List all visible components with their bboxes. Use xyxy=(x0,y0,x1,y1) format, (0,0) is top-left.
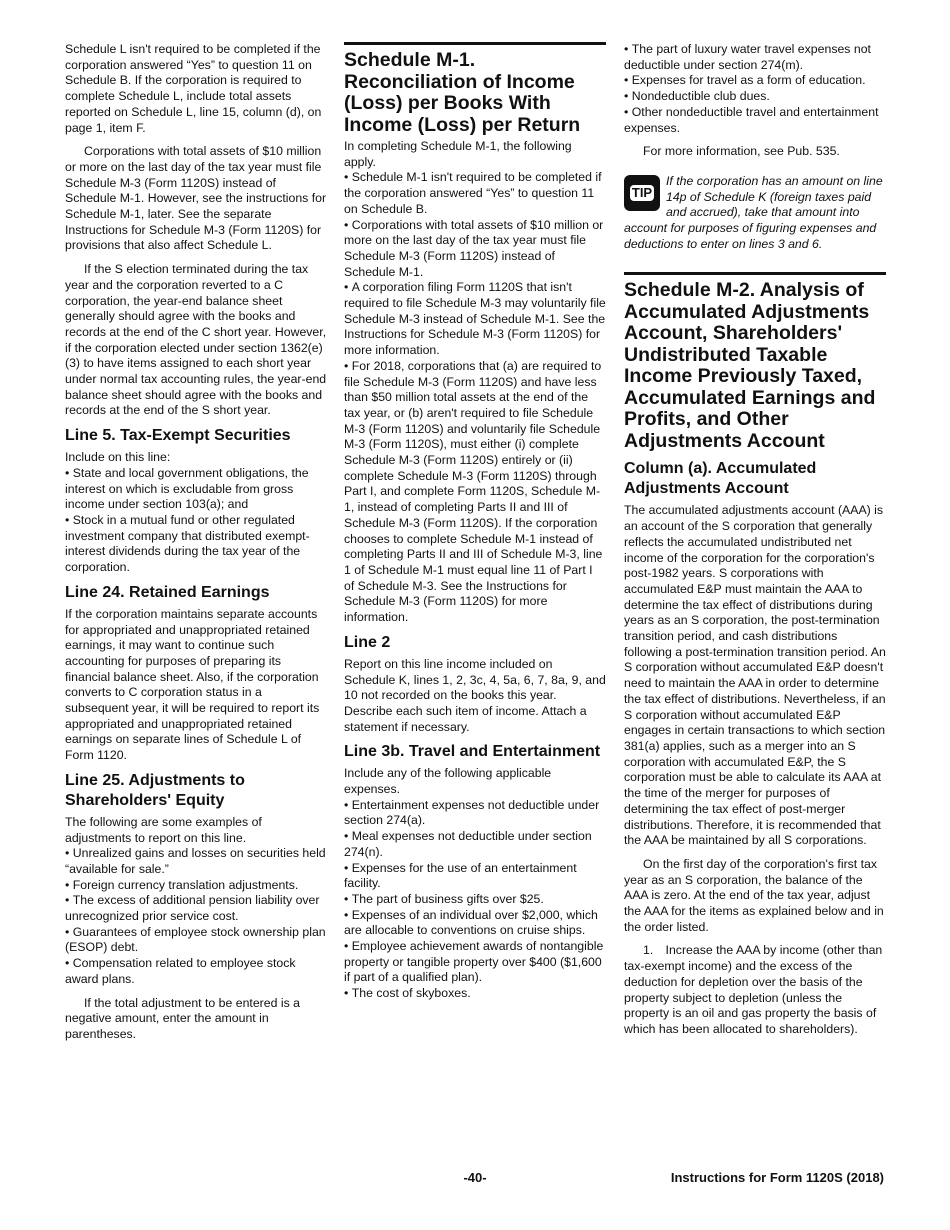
line-5-intro: Include on this line: xyxy=(65,450,171,465)
more-info-text: For more information, see Pub. 535. xyxy=(643,144,840,159)
column-a-heading: Column (a). Accumulated Adjustments Account xyxy=(624,460,817,498)
list-item: • Expenses for the use of an entertainment facility. xyxy=(344,861,606,892)
document-title: Instructions for Form 1120S (2018) xyxy=(670,1170,884,1185)
tip-label: TIP xyxy=(631,184,653,200)
aaa-step-1: 1. Increase the AAA by income (other than tax-exempt income) and the excess of the deduction for depletion over the basis of the property subject to depletion (unless the property is an oil and gas property the basis of which has been allocated to shareholders). xyxy=(624,943,883,1036)
negative-adjustment-paragraph: If the total adjustment to be entered is a negative amount, enter the amount in parentheses. xyxy=(65,995,301,1041)
schedule-m2-section xyxy=(624,272,886,452)
line-24-paragraph: If the corporation maintains separate accounts for appropriated and unappropriated retained earnings, it may want to continue such accounting for purposes of preparing its financial balance sheet. Also, if the corporation converts to C corporation status in a subsequent year, it will be required to report its appropriated and unappropriated retained earnings on separate lines of Schedule L of Form 1120. xyxy=(65,606,320,763)
list-item: • A corporation filing Form 1120S that isn't required to file Schedule M-3 may voluntarily file Schedule M-3 instead of Schedule M-1. See the Instructions for Schedule M-3 (Form 1120S) for more information. xyxy=(344,280,606,359)
line-3b-list xyxy=(344,798,606,1002)
column-1 xyxy=(65,42,327,1043)
column-2 xyxy=(344,42,606,1002)
schedule-m1-section xyxy=(344,42,606,136)
line-5-heading: Line 5. Tax-Exempt Securities xyxy=(65,427,291,445)
line-3b-heading: Line 3b. Travel and Entertainment xyxy=(344,743,601,761)
list-item: • Entertainment expenses not deductible under section 274(a). xyxy=(344,798,606,829)
list-item: • The excess of additional pension liability over unrecognized prior service cost. xyxy=(65,893,327,924)
list-item: • For 2018, corporations that (a) are required to file Schedule M-3 (Form 1120S) and have less than $50 million total assets at the end of the tax year, or (b) aren't required to file Schedule M-3 (Form 1120S) and voluntarily file Schedule M-3 (Form 1120S), must either (i) complete Schedule M-3 (Form 1120S) entirely or (ii) complete Schedule M-3 (Form 1120S) through Part I, and complete Form 1120S, Schedule M-1, instead of completing Parts II and III of Schedule M-3 (Form 1120S). If the corporation chooses to complete Schedule M-1 instead of completing Parts II and III of Schedule M-3, line 1 of Schedule M-1 must equal line 11 of Part I of Schedule M-3. See the Instructions for Schedule M-3 (Form 1120S) for more information. xyxy=(344,359,606,626)
aaa-paragraph: The accumulated adjustments account (AAA) is an account of the S corporation that generally reflects the accumulated undistributed net income of the corporation for the corporation's post-1982 years. S corporations with accumulated E&P must maintain the AAA to determine the tax effect of distributions during years as an S corporation, the post-termination transition period, and cash distributions following a post-termination transition period. An S corporation without accumulated E&P doesn't need to maintain the AAA in order to determine the tax effect of distributions. Nevertheless, if an S corporation without accumulated E&P engages in certain transactions to which section 381(a) applies, such as a merger into an S corporation with accumulated E&P, the S corporation must be able to calculate its AAA at the time of the merger for purposes of determining the tax effect of post-merger distributions. Therefore, it is recommended that the AAA be maintained by all S corporations. xyxy=(624,503,886,848)
line-25-intro: The following are some examples of adjustments to report on this line. xyxy=(65,814,262,845)
line-2-paragraph: Report on this line income included on Schedule K, lines 1, 2, 3c, 4, 5a, 6, 7, 8a, 9, and 10 not recorded on the books this year. Describe each such item of income. Attach a statement if necessary. xyxy=(344,656,606,734)
list-item: • Unrealized gains and losses on securities held “available for sale.” xyxy=(65,846,327,877)
line-25-heading: Line 25. Adjustments to Shareholders' Equity xyxy=(65,771,245,809)
line-5-list xyxy=(65,466,327,576)
list-item: • Corporations with total assets of $10 million or more on the last day of the tax year must file Schedule M-3 (Form 1120S) instead of Schedule M-1. xyxy=(344,218,606,281)
tip-text: If the corporation has an amount on line 14p of Schedule K (foreign taxes paid and accrued), take that amount into account for purposes of figuring expenses and deductions to enter on lines 3 and 6. xyxy=(624,173,883,251)
list-item: • Nondeductible club dues. xyxy=(624,89,886,105)
list-item: • State and local government obligations, the interest on which is excludable from gross income under section 103(a); and xyxy=(65,466,327,513)
aaa-first-day-paragraph: On the first day of the corporation's first tax year as an S corporation, the balance of the AAA is zero. At the end of the tax year, adjust the AAA for the items as explained below and in the order listed. xyxy=(624,856,884,934)
tip-icon xyxy=(624,175,660,211)
tip-box xyxy=(624,174,886,253)
list-item: • The part of luxury water travel expenses not deductible under section 274(m). xyxy=(624,42,886,73)
list-item: • The part of business gifts over $25. xyxy=(344,892,606,908)
list-item: • Foreign currency translation adjustments. xyxy=(65,878,327,894)
schedule-m1-heading: Schedule M-1. Reconciliation of Income (Loss) per Books With Income (Loss) per Return xyxy=(344,49,581,136)
list-item: • Other nondeductible travel and entertainment expenses. xyxy=(624,105,886,136)
line-2-heading: Line 2 xyxy=(344,633,391,651)
schedule-l-paragraph: Schedule L isn't required to be completed if the corporation answered “Yes” to question 11 on Schedule B. If the corporation is required to complete Schedule L, include total assets reported on Schedule L, line 15, column (d), on page 1, item F. xyxy=(65,42,322,135)
schedule-m1-intro: In completing Schedule M-1, the following apply. xyxy=(344,139,572,169)
list-item: • Schedule M-1 isn't required to be completed if the corporation answered “Yes” to question 11 on Schedule B. xyxy=(344,170,606,217)
list-item: • Stock in a mutual fund or other regulated investment company that distributed exempt-interest dividends during the tax year of the corporation. xyxy=(65,513,327,576)
line-25-list xyxy=(65,846,327,987)
line-24-heading: Line 24. Retained Earnings xyxy=(65,583,270,601)
list-item: • Employee achievement awards of nontangible property or tangible property over $400 ($1,600 if part of a qualified plan). xyxy=(344,939,606,986)
list-item: • Guarantees of employee stock ownership plan (ESOP) debt. xyxy=(65,925,327,956)
schedule-m1-list xyxy=(344,170,606,625)
list-item: • Meal expenses not deductible under section 274(n). xyxy=(344,829,606,860)
s-election-paragraph: If the S election terminated during the tax year and the corporation reverted to a C corporation, the year-end balance sheet generally should agree with the books and records at the end of the C short year. However, if the corporation elected under section 1362(e)(3) to have items assigned to each short year under normal tax accounting rules, the year-end balance sheet should agree with the books and records at the end of the S short year. xyxy=(65,262,327,418)
list-item: • Expenses for travel as a form of education. xyxy=(624,73,886,89)
page-number: -40- xyxy=(463,1170,487,1185)
column-3 xyxy=(624,42,886,1038)
list-item: • The cost of skyboxes. xyxy=(344,986,606,1002)
list-item: • Compensation related to employee stock award plans. xyxy=(65,956,327,987)
schedule-m2-heading: Schedule M-2. Analysis of Accumulated Adjustments Account, Shareholders' Undistributed Taxable Income Previously Taxed, Accumulated Earnings and Profits, and Other Adjustments Account xyxy=(624,279,876,452)
travel-expenses-list xyxy=(624,42,886,136)
schedule-m3-paragraph: Corporations with total assets of $10 million or more on the last day of the tax year must file Schedule M-3 (Form 1120S) instead of Schedule M-1. However, see the instructions for Schedule M-1, later. See the separate Instructions for Schedule M-3 (Form 1120S) for provisions that also affect Schedule L. xyxy=(65,144,327,253)
line-3b-intro: Include any of the following applicable expenses. xyxy=(344,766,552,797)
list-item: • Expenses of an individual over $2,000, which are allocable to conventions on cruise ships. xyxy=(344,908,606,939)
